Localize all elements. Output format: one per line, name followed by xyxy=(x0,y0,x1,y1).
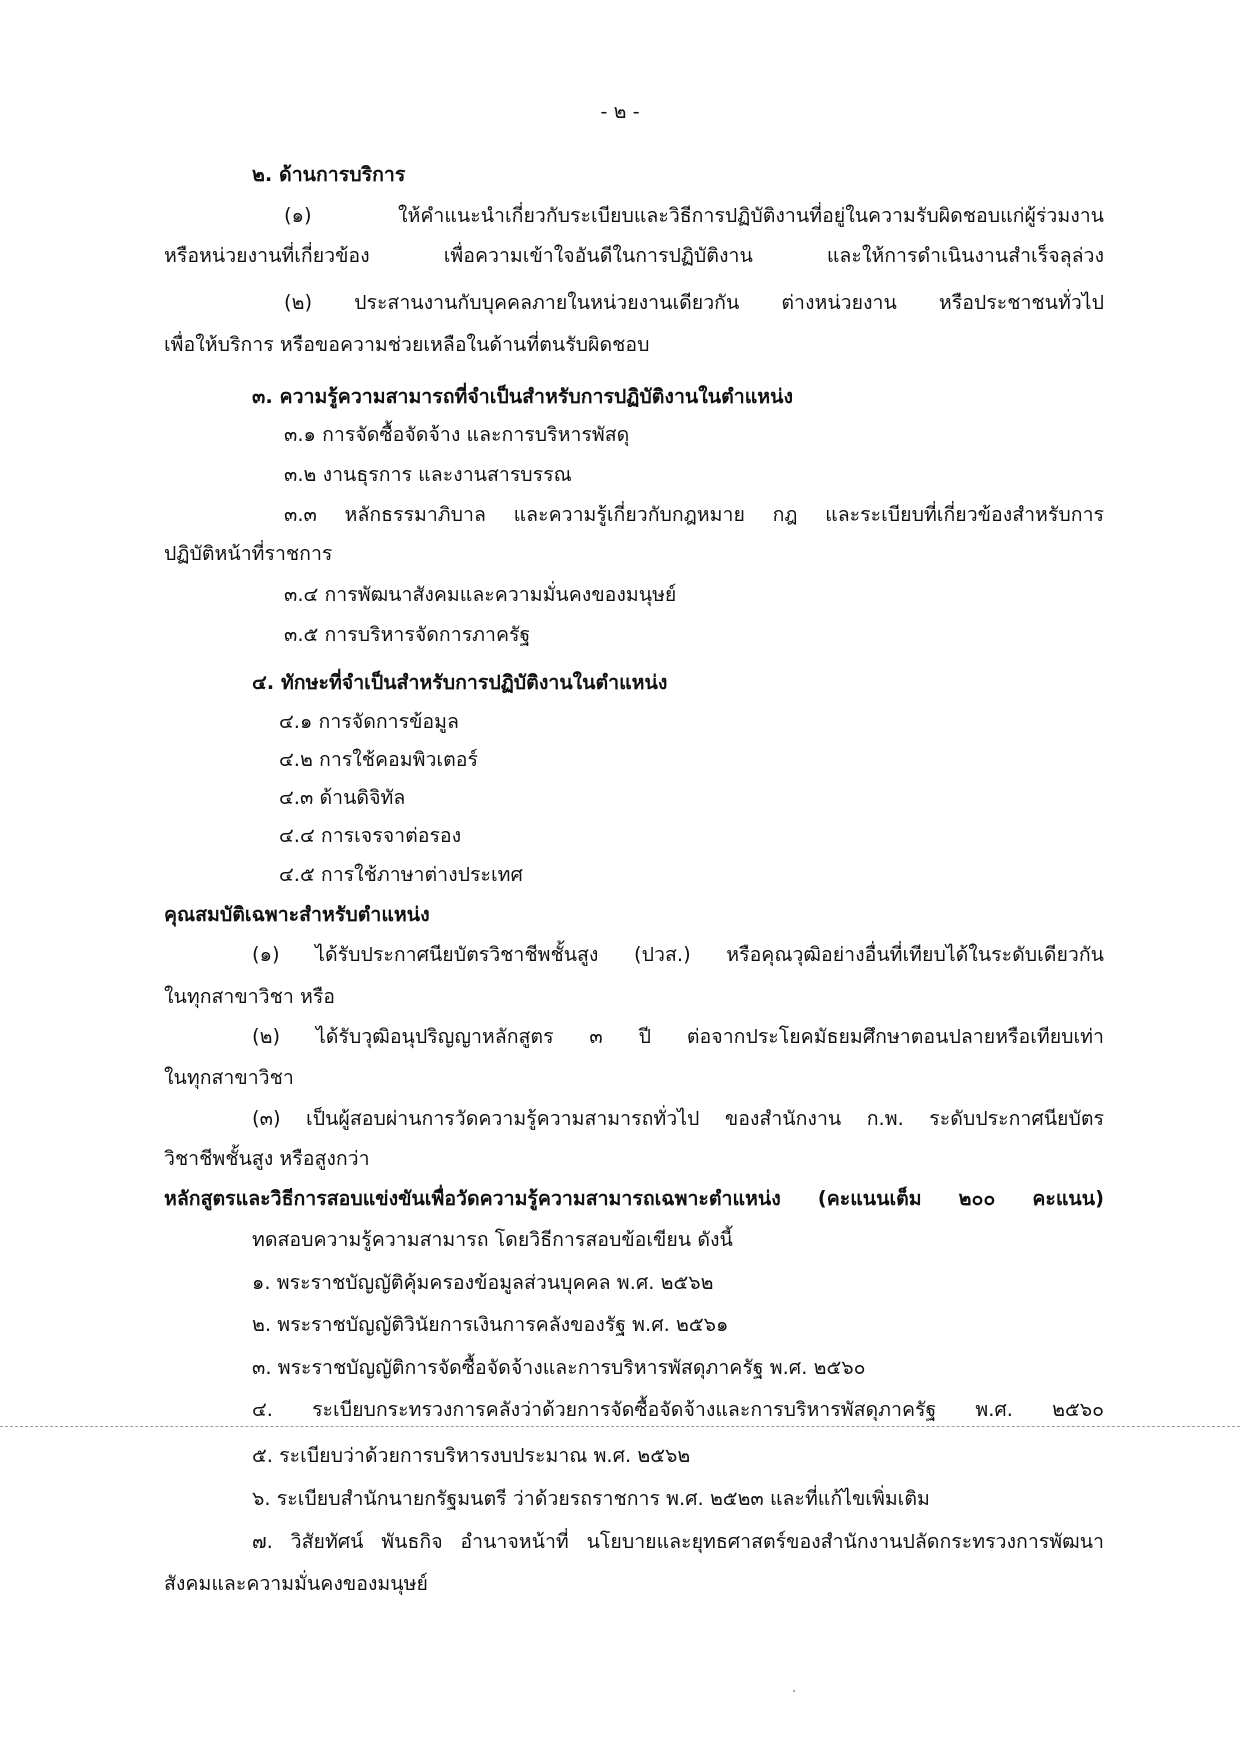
section-2-item-2-line-2: เพื่อให้บริการ หรือขอความช่วยเหลือในด้านที่ตนรับผิดชอบ xyxy=(164,333,650,356)
section-3-item-3-line-2: ปฏิบัติหน้าที่ราชการ xyxy=(164,542,333,565)
qualification-3-line-1: (๓) เป็นผู้สอบผ่านการวัดความรู้ความสามารถทั่วไป ของสำนักงาน ก.พ. ระดับประกาศนียบัตร xyxy=(252,1107,1104,1130)
section-2-item-2-line-1: (๒) ประสานงานกับบุคคลภายในหน่วยงานเดียวกัน ต่างหน่วยงาน หรือประชาชนทั่วไป xyxy=(284,291,1104,314)
scan-speck xyxy=(793,1690,795,1692)
section-3-heading: ๓. ความรู้ความสามารถที่จำเป็นสำหรับการปฏิบัติงานในตำแหน่ง xyxy=(252,385,793,408)
qualification-2-line-1: (๒) ได้รับวุฒิอนุปริญญาหลักสูตร ๓ ปี ต่อจากประโยคมัธยมศึกษาตอนปลายหรือเทียบเท่า xyxy=(252,1025,1104,1048)
scan-artifact-line xyxy=(0,1426,1240,1427)
section-2-item-1-line-2: หรือหน่วยงานที่เกี่ยวข้อง เพื่อความเข้าใจอันดีในการปฏิบัติงาน และให้การดำเนินงานสำเร็จลุล่วง xyxy=(164,244,1104,267)
exam-item-7-line-2: สังคมและความมั่นคงของมนุษย์ xyxy=(164,1572,428,1595)
exam-item-6: ๖. ระเบียบสำนักนายกรัฐมนตรี ว่าด้วยรถราชการ พ.ศ. ๒๕๒๓ และที่แก้ไขเพิ่มเติม xyxy=(252,1487,930,1510)
exam-heading: หลักสูตรและวิธีการสอบแข่งขันเพื่อวัดความรู้ความสามารถเฉพาะตำแหน่ง (คะแนนเต็ม ๒๐๐ คะแนน) xyxy=(164,1187,1104,1210)
section-3-item-2: ๓.๒ งานธุรการ และงานสารบรรณ xyxy=(284,463,572,486)
section-4-item-5: ๔.๕ การใช้ภาษาต่างประเทศ xyxy=(279,863,523,886)
section-4-item-1: ๔.๑ การจัดการข้อมูล xyxy=(279,710,459,733)
qualification-1-line-2: ในทุกสาขาวิชา หรือ xyxy=(164,985,336,1008)
qualification-2-line-2: ในทุกสาขาวิชา xyxy=(164,1066,294,1089)
qualifications-heading: คุณสมบัติเฉพาะสำหรับตำแหน่ง xyxy=(164,903,430,926)
section-2-item-1-line-1: (๑) ให้คำแนะนำเกี่ยวกับระเบียบและวิธีการปฏิบัติงานที่อยู่ในความรับผิดชอบแก่ผู้ร่วมงาน xyxy=(284,204,1104,227)
section-4-item-2: ๔.๒ การใช้คอมพิวเตอร์ xyxy=(279,748,478,771)
section-3-item-4: ๓.๔ การพัฒนาสังคมและความมั่นคงของมนุษย์ xyxy=(284,583,677,606)
section-4-heading: ๔. ทักษะที่จำเป็นสำหรับการปฏิบัติงานในตำแหน่ง xyxy=(252,671,668,694)
exam-item-2: ๒. พระราชบัญญัติวินัยการเงินการคลังของรัฐ พ.ศ. ๒๕๖๑ xyxy=(252,1313,729,1336)
qualification-3-line-2: วิชาชีพชั้นสูง หรือสูงกว่า xyxy=(164,1147,370,1170)
section-3-item-1: ๓.๑ การจัดซื้อจัดจ้าง และการบริหารพัสดุ xyxy=(284,423,630,446)
section-3-item-3-line-1: ๓.๓ หลักธรรมาภิบาล และความรู้เกี่ยวกับกฎหมาย กฎ และระเบียบที่เกี่ยวข้องสำหรับการ xyxy=(284,503,1104,526)
section-2-heading: ๒. ด้านการบริการ xyxy=(252,163,406,186)
page-number: - ๒ - xyxy=(600,100,640,123)
exam-item-5: ๕. ระเบียบว่าด้วยการบริหารงบประมาณ พ.ศ. ๒๕๖๒ xyxy=(252,1444,691,1467)
exam-item-7-line-1: ๗. วิสัยทัศน์ พันธกิจ อำนาจหน้าที่ นโยบายและยุทธศาสตร์ของสำนักงานปลัดกระทรวงการพัฒนา xyxy=(252,1530,1104,1553)
section-4-item-4: ๔.๔ การเจรจาต่อรอง xyxy=(279,824,462,847)
exam-item-4: ๔. ระเบียบกระทรวงการคลังว่าด้วยการจัดซื้อจัดจ้างและการบริหารพัสดุภาครัฐ พ.ศ. ๒๕๖๐ xyxy=(252,1398,1104,1421)
exam-item-3: ๓. พระราชบัญญัติการจัดซื้อจัดจ้างและการบริหารพัสดุภาครัฐ พ.ศ. ๒๕๖๐ xyxy=(252,1356,866,1379)
exam-intro: ทดสอบความรู้ความสามารถ โดยวิธีการสอบข้อเขียน ดังนี้ xyxy=(252,1228,733,1251)
section-3-item-5: ๓.๕ การบริหารจัดการภาครัฐ xyxy=(284,623,531,646)
exam-item-1: ๑. พระราชบัญญัติคุ้มครองข้อมูลส่วนบุคคล พ.ศ. ๒๕๖๒ xyxy=(252,1271,714,1294)
qualification-1-line-1: (๑) ได้รับประกาศนียบัตรวิชาชีพชั้นสูง (ปวส.) หรือคุณวุฒิอย่างอื่นที่เทียบได้ในระดับเดียวกัน xyxy=(252,943,1104,966)
section-4-item-3: ๔.๓ ด้านดิจิทัล xyxy=(279,786,406,809)
